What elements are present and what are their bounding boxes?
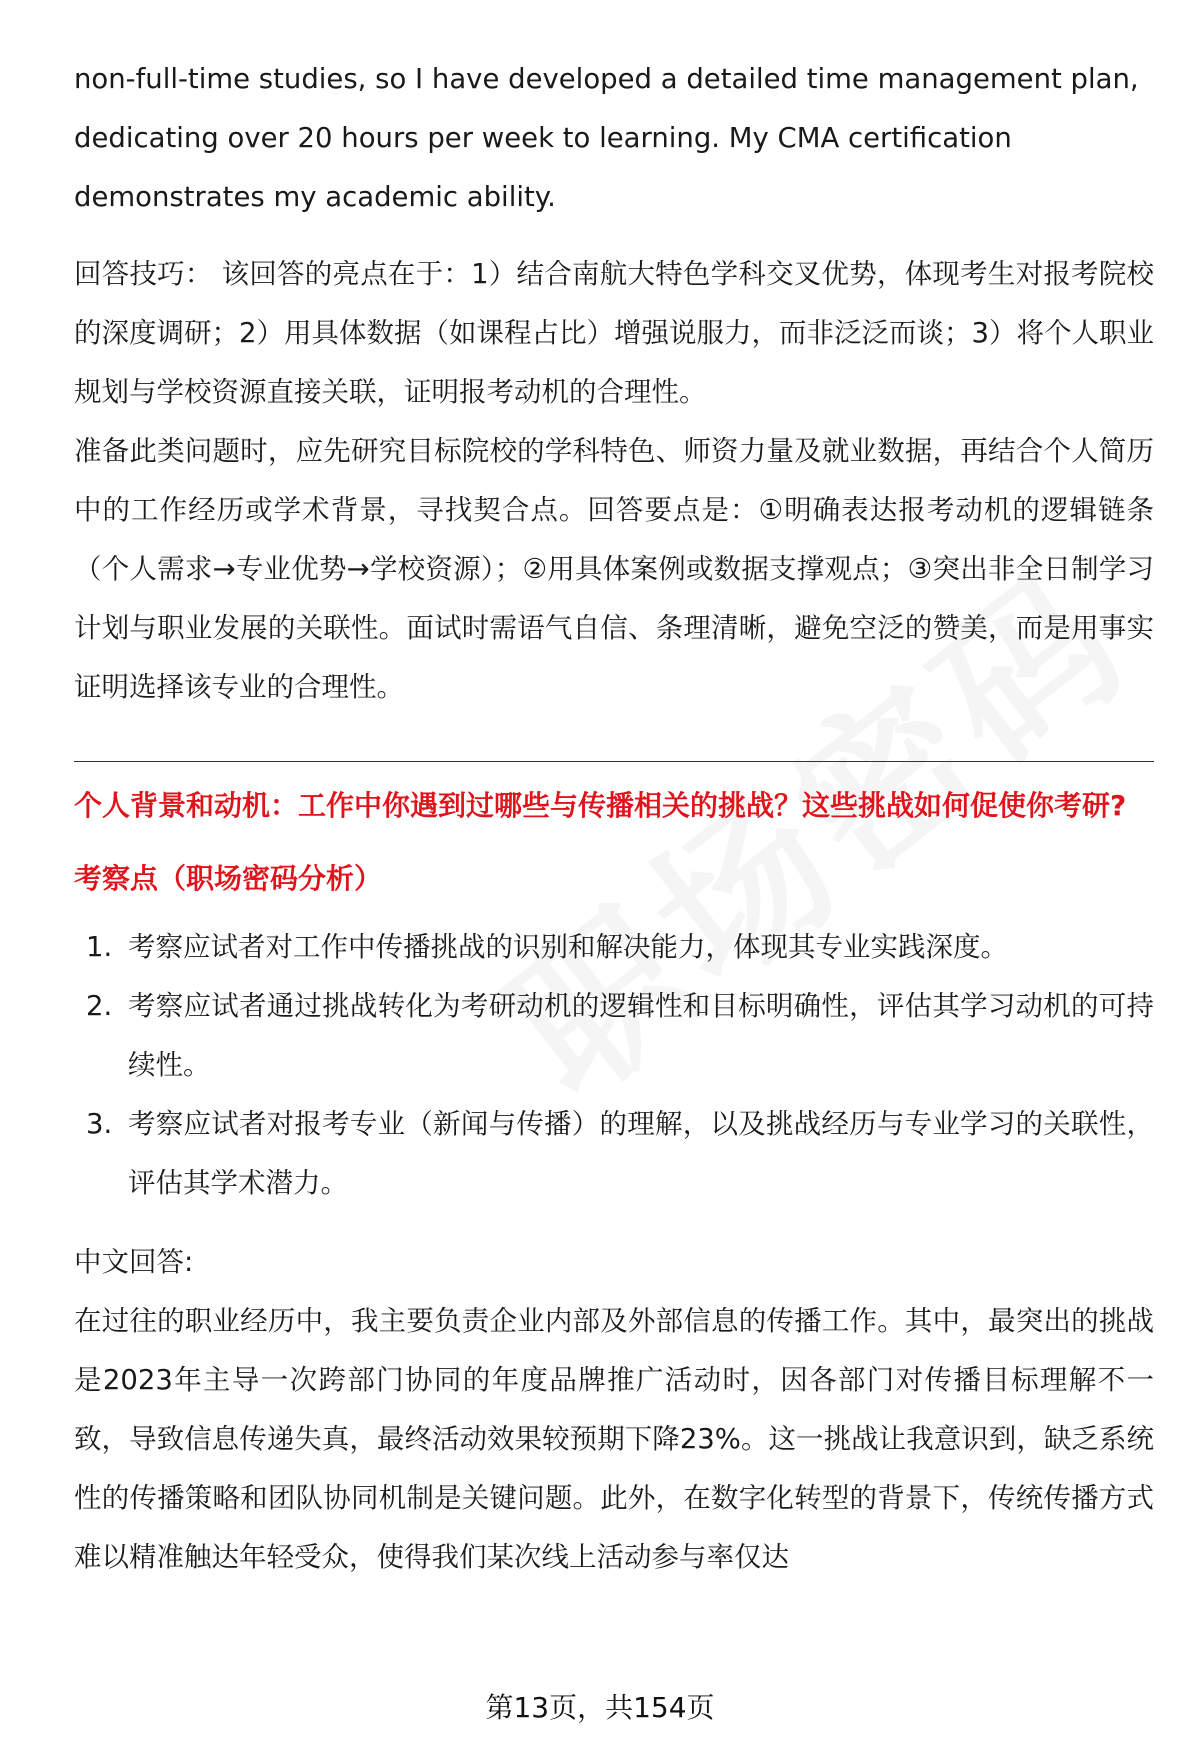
list-item	[74, 977, 1154, 1095]
focus-list	[74, 918, 1154, 1213]
list-item-number: 2.	[86, 990, 113, 1022]
list-item	[74, 918, 1154, 977]
document-page	[74, 50, 1154, 1587]
section-divider	[74, 761, 1154, 762]
question-heading: 个人背景和动机：工作中你遇到过哪些与传播相关的挑战？这些挑战如何促使你考研?	[74, 789, 1127, 822]
answer-label: 中文回答:	[74, 1246, 194, 1278]
list-item	[74, 1095, 1154, 1213]
focus-heading: 考察点（职场密码分析）	[74, 862, 383, 895]
list-item-text: 考察应试者对工作中传播挑战的识别和解决能力，体现其专业实践深度。	[128, 931, 1008, 963]
answer-paragraph: 在过往的职业经历中，我主要负责企业内部及外部信息的传播工作。其中，最突出的挑战是2023年主导一次跨部门协同的年度品牌推广活动时，因各部门对传播目标理解不一致，导致信息传递失真，最终活动效果较预期下降23%。这一挑战让我意识到，缺乏系统性的传播策略和团队协同机制是关键问题。此外，在数字化转型的背景下，传统传播方式难以精准触达年轻受众，使得我们某次线上活动参与率仅达	[74, 1305, 1154, 1573]
page-footer: 第13页，共154页	[485, 1691, 715, 1724]
list-item-text: 考察应试者通过挑战转化为考研动机的逻辑性和目标明确性，评估其学习动机的可持续性。	[128, 990, 1154, 1081]
prep-paragraph: 准备此类问题时，应先研究目标院校的学科特色、师资力量及就业数据，再结合个人简历中的工作经历或学术背景，寻找契合点。回答要点是：①明确表达报考动机的逻辑链条（个人需求→专业优势→学校资源）；②用具体案例或数据支撑观点；③突出非全日制学习计划与职业发展的关联性。面试时需语气自信、条理清晰，避免空泛的赞美，而是用事实证明选择该专业的合理性。	[74, 435, 1154, 703]
list-item-number: 1.	[86, 931, 113, 963]
intro-paragraph: non-full-time studies, so I have developed a detailed time management plan, dedicating over 20 hours per week to learning. My CMA certification demonstrates my academic ability.	[74, 63, 1139, 213]
list-item-number: 3.	[86, 1108, 113, 1140]
tips-paragraph: 回答技巧： 该回答的亮点在于：1）结合南航大特色学科交叉优势，体现考生对报考院校的深度调研；2）用具体数据（如课程占比）增强说服力，而非泛泛而谈；3）将个人职业规划与学校资源直接关联，证明报考动机的合理性。	[74, 258, 1154, 408]
list-item-text: 考察应试者对报考专业（新闻与传播）的理解，以及挑战经历与专业学习的关联性，评估其学术潜力。	[128, 1108, 1154, 1199]
